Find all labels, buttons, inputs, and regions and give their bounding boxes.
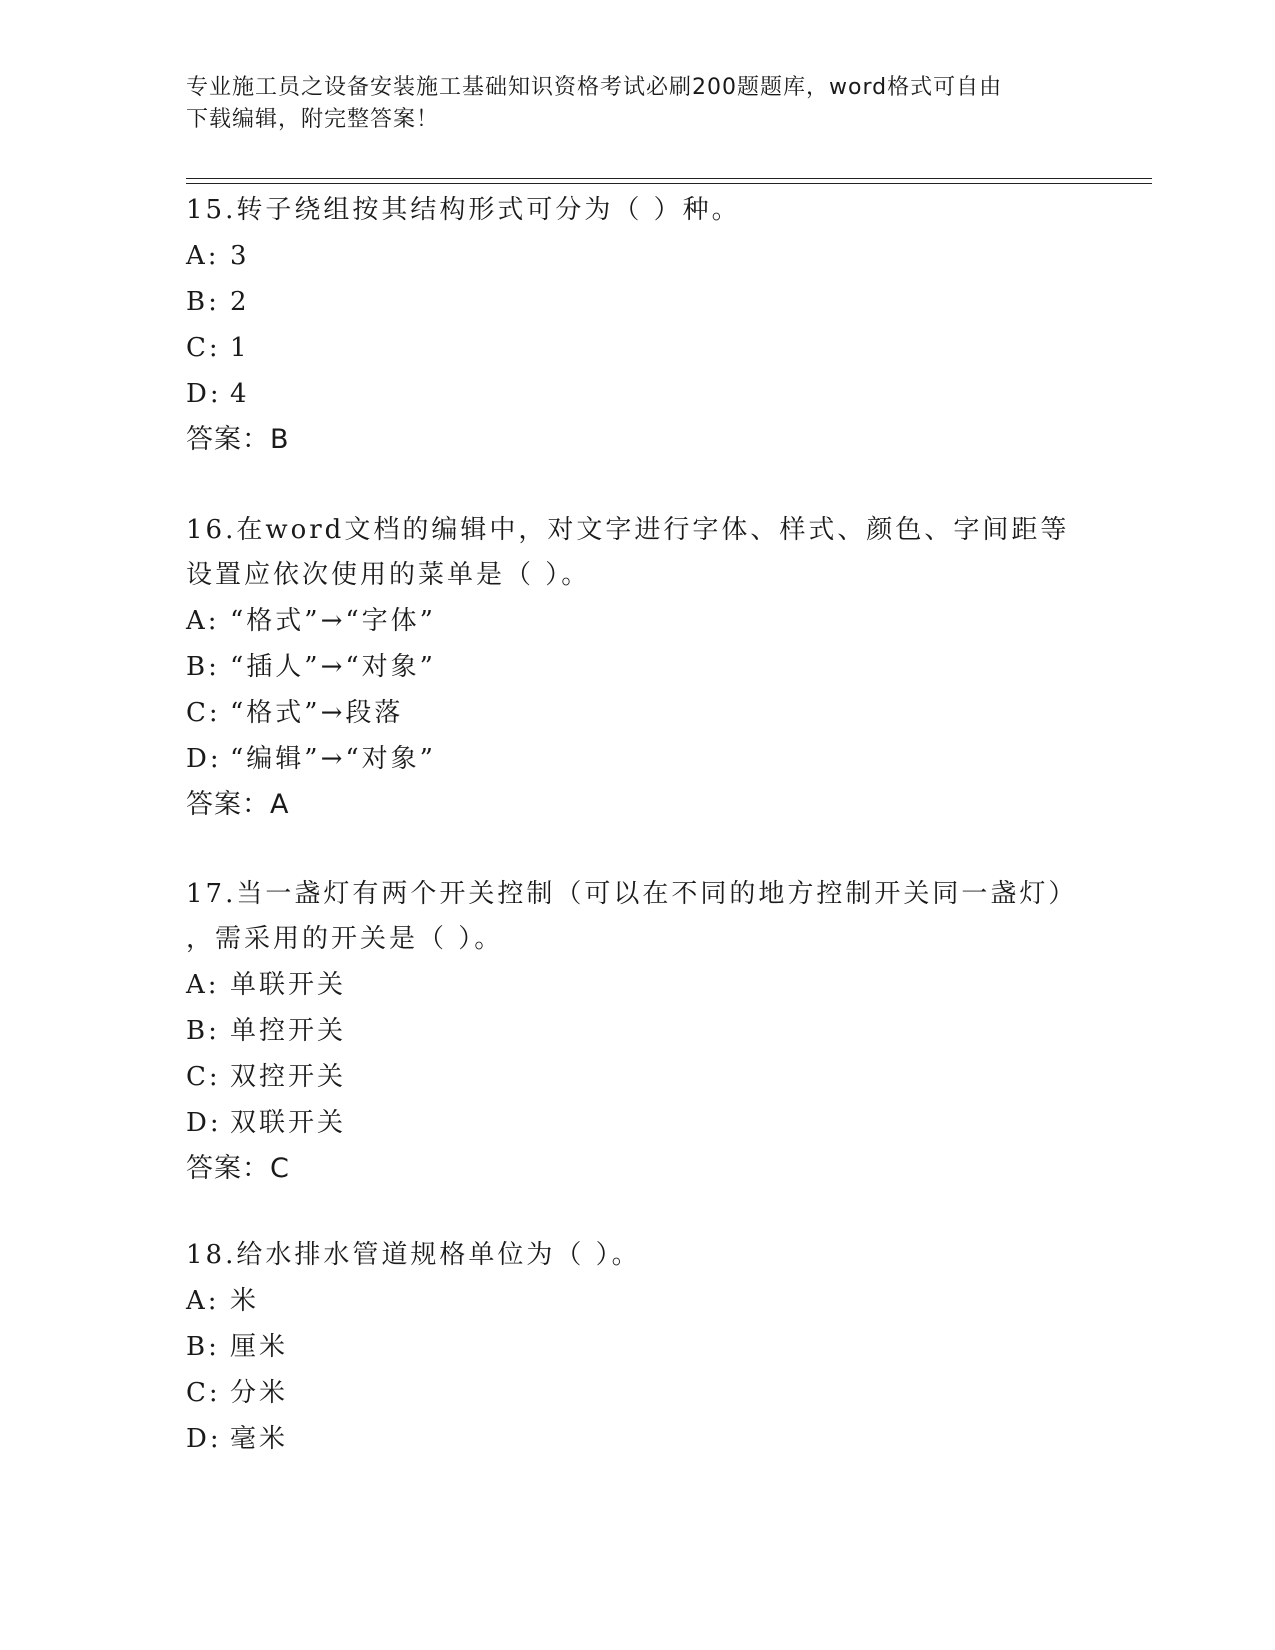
question-15 <box>186 188 1086 463</box>
option-b <box>186 1324 1086 1370</box>
question-stem-line-1: 17.当一盏灯有两个开关控制（可以在不同的地方控制开关同一盏灯） <box>186 879 1078 909</box>
option-text: 单联开关 <box>230 970 347 1000</box>
option-text: 3 <box>230 241 250 271</box>
question-stem-line-1: 16.在word文档的编辑中，对文字进行字体、样式、颜色、字间距等 <box>186 515 1070 545</box>
option-text: “编辑”→“对象” <box>230 744 436 774</box>
option-letter: B: <box>186 1332 220 1362</box>
header-divider-top <box>186 178 1152 179</box>
option-letter: A: <box>186 970 220 1000</box>
option-d <box>186 1100 1086 1146</box>
option-a <box>186 1278 1086 1324</box>
question-17 <box>186 872 1086 1192</box>
question-16 <box>186 508 1086 828</box>
option-a <box>186 962 1086 1008</box>
header-line-1: 专业施工员之设备安装施工基础知识资格考试必刷200题题库，word格式可自由 <box>186 75 1003 100</box>
question-stem-line-2: 设置应依次使用的菜单是（ ）。 <box>186 560 591 590</box>
option-letter: B: <box>186 287 220 317</box>
option-text: “格式”→“字体” <box>230 606 436 636</box>
question-stem: 15.转子绕组按其结构形式可分为（ ）种。 <box>186 195 741 225</box>
option-letter: C: <box>186 333 221 363</box>
option-c <box>186 1370 1086 1416</box>
option-c <box>186 690 1086 736</box>
option-text: 分米 <box>230 1378 289 1408</box>
option-letter: C: <box>186 698 221 728</box>
option-a <box>186 598 1086 644</box>
option-letter: D: <box>186 1424 222 1454</box>
option-text: 4 <box>230 379 250 409</box>
option-letter: A: <box>186 241 220 271</box>
option-text: 厘米 <box>230 1332 289 1362</box>
header-divider-bottom <box>186 183 1152 184</box>
option-text: 双控开关 <box>230 1062 347 1092</box>
option-b <box>186 1008 1086 1054</box>
option-letter: D: <box>186 379 222 409</box>
option-text: “插人”→“对象” <box>230 652 436 682</box>
option-letter: B: <box>186 1016 220 1046</box>
option-c <box>186 1054 1086 1100</box>
option-b <box>186 279 1086 325</box>
header-line-2: 下载编辑，附完整答案！ <box>186 107 440 132</box>
option-text: 2 <box>230 287 250 317</box>
option-letter: B: <box>186 652 220 682</box>
question-stem-line-2: ，需采用的开关是（ ）。 <box>186 924 504 954</box>
option-text: 双联开关 <box>230 1108 347 1138</box>
answer-line: 答案：C <box>186 1153 290 1184</box>
option-letter: D: <box>186 1108 222 1138</box>
option-text: 单控开关 <box>230 1016 347 1046</box>
option-text: 米 <box>230 1286 260 1316</box>
option-d <box>186 1416 1086 1462</box>
document-header <box>186 72 1066 136</box>
option-d <box>186 736 1086 782</box>
option-text: 毫米 <box>230 1424 289 1454</box>
question-stem: 18.给水排水管道规格单位为（ ）。 <box>186 1240 641 1270</box>
option-letter: D: <box>186 744 222 774</box>
option-letter: C: <box>186 1062 221 1092</box>
option-d <box>186 371 1086 417</box>
option-c <box>186 325 1086 371</box>
answer-line: 答案：B <box>186 424 290 455</box>
option-letter: A: <box>186 606 220 636</box>
option-b <box>186 644 1086 690</box>
option-text: “格式”→段落 <box>230 698 404 728</box>
option-a <box>186 233 1086 279</box>
option-letter: C: <box>186 1378 221 1408</box>
answer-line: 答案：A <box>186 789 290 820</box>
option-text: 1 <box>230 333 250 363</box>
question-18 <box>186 1233 1086 1462</box>
option-letter: A: <box>186 1286 220 1316</box>
